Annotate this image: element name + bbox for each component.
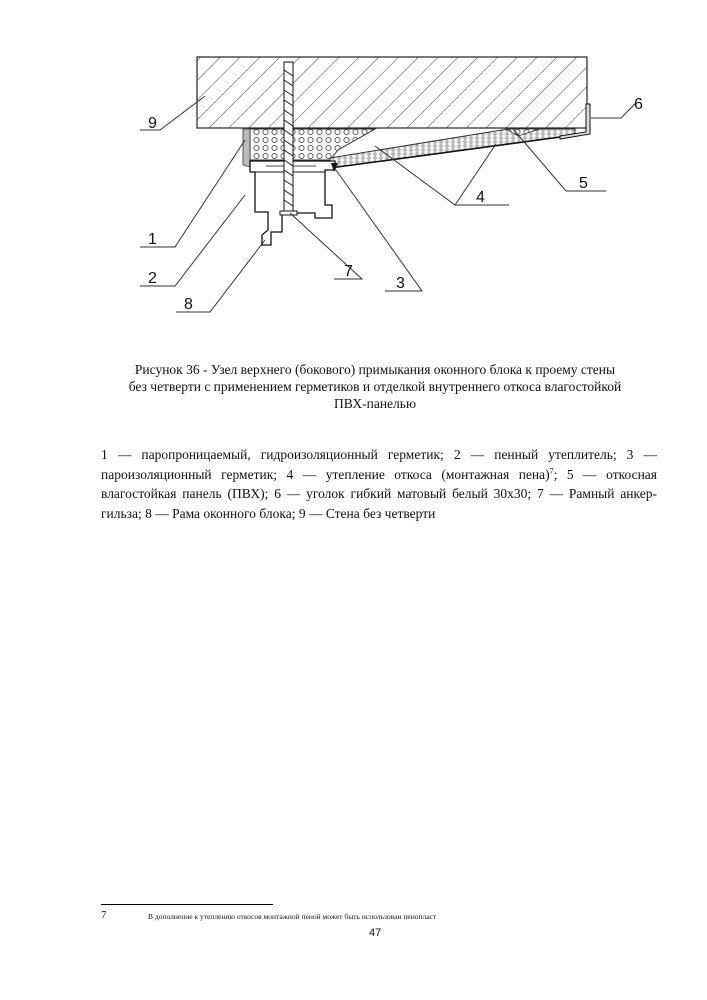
label-2: 2 — [148, 270, 157, 287]
label-4: 4 — [476, 189, 485, 206]
caption-line-3: ПВХ-панелью — [333, 396, 417, 411]
figure-caption — [95, 361, 655, 412]
label-9: 9 — [148, 115, 157, 132]
wall-block — [197, 57, 587, 128]
label-5: 5 — [579, 175, 588, 192]
label-8: 8 — [184, 296, 193, 313]
footnote-reference: 7 — [549, 466, 554, 475]
footnote-separator — [101, 904, 273, 905]
window-junction-drawing — [0, 0, 707, 340]
legend-text-2: ; 5 — откосная влагостойкая панель (ПВХ); 6 — уголок гибкий матовый белый 30х30; 7 — Рамный анкер-гильза; 8 — Рама оконного блока; 9 — Стена без четверти — [101, 466, 657, 521]
permeable-sealant — [243, 129, 250, 167]
figure-legend — [101, 445, 657, 523]
caption-line-2: без четверти с применением герметиков и отделкой внутреннего откоса влагостойкой — [128, 379, 622, 394]
slope-insulation — [330, 129, 575, 168]
label-7: 7 — [344, 263, 353, 280]
label-1: 1 — [148, 231, 157, 248]
footnote-mark: 7 — [101, 909, 107, 921]
caption-line-1: Рисунок 36 - Узел верхнего (бокового) примыкания оконного блока к проему стены — [134, 362, 616, 377]
footnote-text: В дополнение к утеплению откосов монтажной пеной может быть использован пенопласт — [148, 912, 437, 921]
page-number: 47 — [369, 927, 382, 939]
label-6: 6 — [634, 96, 643, 113]
label-3: 3 — [396, 275, 405, 292]
legend-text-1: 1 — паропроницаемый, гидроизоляционный герметик; 2 — пенный утеплитель; 3 — пароизоляционный герметик; 4 — утепление откоса (монтажная пена) — [101, 447, 657, 482]
